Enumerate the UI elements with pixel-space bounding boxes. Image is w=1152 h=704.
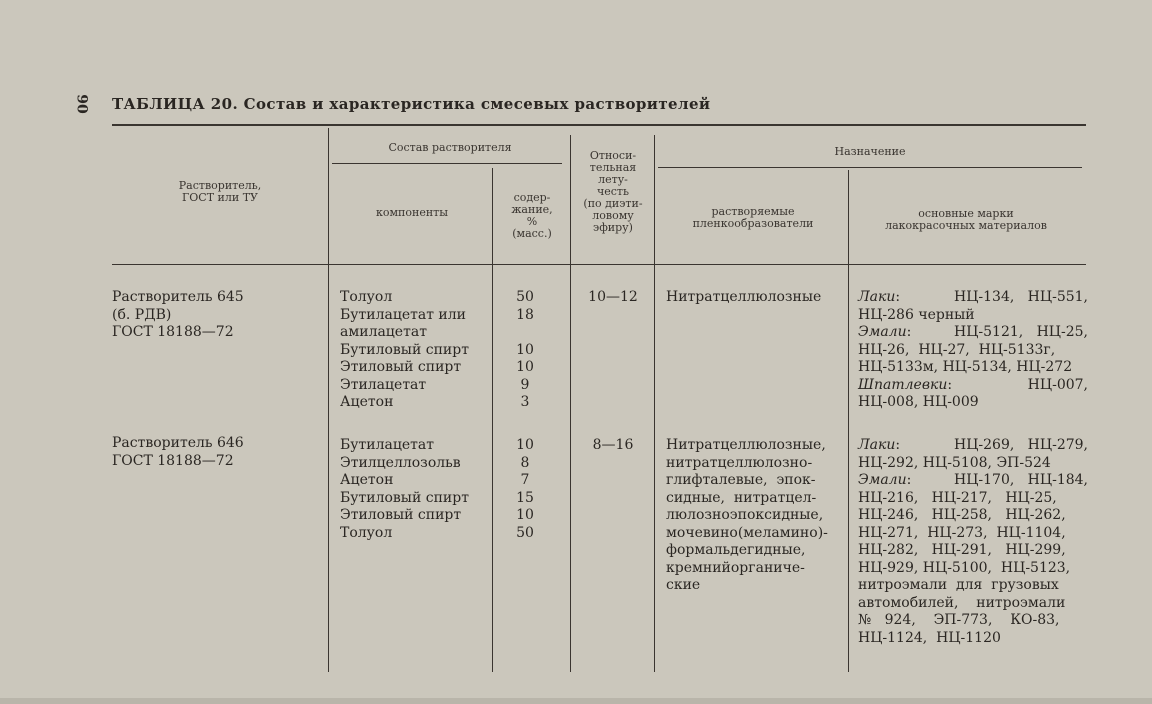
row2-solvent: Растворитель 646 ГОСТ 18188—72 [112,435,244,469]
page-bottom-edge [0,698,1152,704]
row1-film-formers: Нитратцеллюлозные [666,289,822,305]
row1-volatility: 10—12 [588,289,638,305]
top-rule [112,124,1086,126]
column-divider [848,170,849,672]
row2-film-formers: Нитратцеллюлозные, нитратцеллюлозно- глифталевые, эпок- сидные, нитратцел- люлозноэпоксидные, мочевино(меламино)- формальдегидные, кремнийорганиче- ские [666,437,828,593]
row1-contents: 50 18 10 10 9 3 [516,289,534,410]
column-divider [492,168,493,672]
column-divider [654,135,655,672]
row2-volatility: 8—16 [592,437,634,453]
header-composition: Состав растворителя [388,141,512,154]
composition-rule [332,163,562,164]
row2-brands: Лаки: НЦ-269, НЦ-279, НЦ-292, НЦ-5108, ЭП-524 Эмали: НЦ-170, НЦ-184, НЦ-216, НЦ-217, НЦ-25, НЦ-246, НЦ-258, НЦ-262, НЦ-271, НЦ-273, НЦ-1104, НЦ-282, НЦ-291, НЦ-299, НЦ-929, НЦ-5100, НЦ-5123, нитроэмали для грузовых автомобилей, нитроэмали № 924, ЭП-773, КО-83, НЦ-1124, НЦ-1120 [858,437,1088,646]
row1-brands: Лаки: НЦ-134, НЦ-551, НЦ-286 черный Эмали: НЦ-5121, НЦ-25, НЦ-26, НЦ-27, НЦ-5133г, НЦ-5133м, НЦ-5134, НЦ-272 Шпатлевки: НЦ-007, НЦ-008, НЦ-009 [858,289,1088,410]
header-components: компоненты [375,206,449,219]
header-purpose: Назначение [834,145,906,158]
purpose-rule [658,167,1082,168]
header-content: содер- жание, % (масс.) [511,191,553,240]
row2-contents: 10 8 7 15 10 50 [516,437,534,541]
header-bottom-rule [112,264,1086,265]
header-solvent: Растворитель, ГОСТ или ТУ [178,179,262,204]
page-number: 90 [73,94,90,114]
column-divider [570,135,571,672]
header-film-formers: растворяемые пленкообразователи [692,205,814,230]
header-brands: основные марки лакокрасочных материалов [885,207,1047,232]
table-title: ТАБЛИЦА 20. Состав и характеристика смесевых растворителей [112,95,711,113]
row1-components: Толуол Бутилацетат или амилацетат Бутиловый спирт Этиловый спирт Этилацетат Ацетон [340,289,469,410]
row1-solvent: Растворитель 645 (б. РДВ) ГОСТ 18188—72 [112,289,244,340]
row2-components: Бутилацетат Этилцеллозольв Ацетон Бутиловый спирт Этиловый спирт Толуол [340,437,469,541]
column-divider [328,128,329,672]
header-volatility: Относи- тельная лету- честь (по диэти- ловому эфиру) [583,149,643,234]
